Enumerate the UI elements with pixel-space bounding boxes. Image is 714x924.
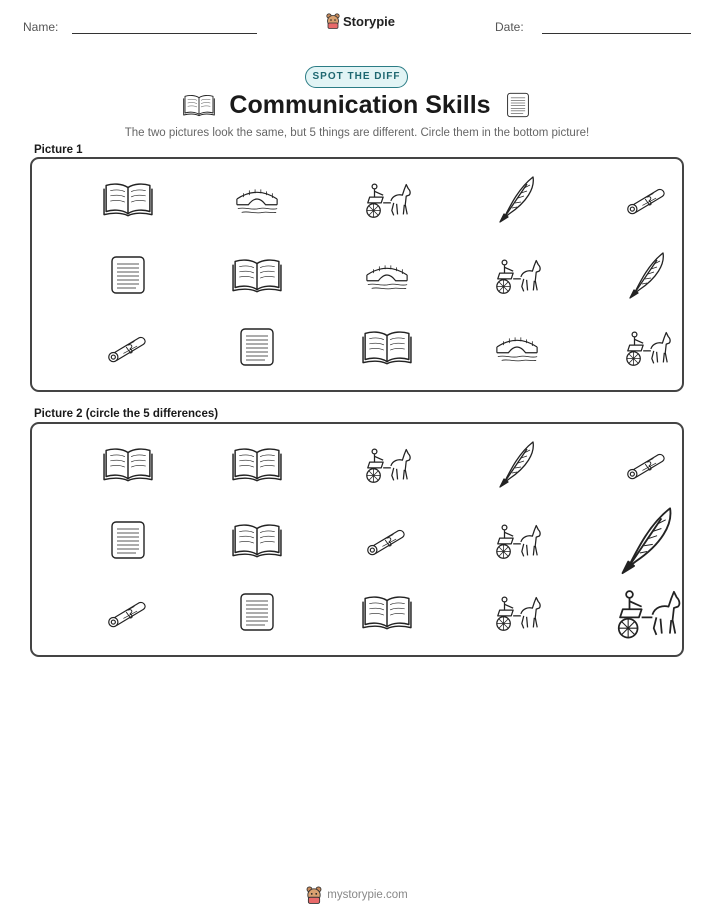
scroll-icon[interactable] — [357, 521, 417, 559]
bridge-icon — [227, 183, 287, 215]
chariot-icon[interactable] — [357, 444, 417, 484]
picture-2-label: Picture 2 (circle the 5 differences) — [34, 408, 219, 420]
quill-icon — [487, 174, 547, 224]
chariot-icon[interactable] — [612, 585, 682, 639]
footer-url[interactable]: mystorypie.com — [327, 889, 408, 901]
scroll-icon — [98, 328, 158, 366]
book-icon — [183, 92, 215, 118]
book-icon — [357, 328, 417, 366]
book-icon[interactable] — [227, 445, 287, 483]
picture-1-label: Picture 1 — [34, 144, 83, 156]
page-title: Communication Skills — [229, 90, 491, 119]
paper-icon — [227, 325, 287, 369]
paper-icon — [98, 253, 158, 297]
scroll-icon[interactable] — [98, 593, 158, 631]
quill-icon — [617, 250, 677, 300]
quill-icon[interactable] — [617, 504, 677, 576]
chariot-icon — [487, 255, 547, 295]
bear-icon — [326, 13, 340, 29]
bear-icon — [306, 886, 322, 904]
scroll-icon — [617, 180, 677, 218]
name-line[interactable] — [72, 33, 257, 34]
date-label: Date: — [495, 20, 524, 34]
chariot-icon — [617, 327, 677, 367]
title-row — [0, 90, 714, 120]
paper-icon — [505, 90, 531, 120]
book-icon — [98, 180, 158, 218]
spot-the-diff-badge: SPOT THE DIFF — [305, 66, 408, 88]
chariot-icon — [357, 179, 417, 219]
book-icon — [227, 256, 287, 294]
scroll-icon[interactable] — [617, 445, 677, 483]
paper-icon[interactable] — [98, 518, 158, 562]
chariot-icon[interactable] — [487, 592, 547, 632]
book-icon[interactable] — [98, 445, 158, 483]
footer — [0, 886, 714, 904]
brand-logo — [326, 13, 395, 29]
name-label: Name: — [23, 20, 59, 34]
instructions: The two pictures look the same, but 5 things are different. Circle them in the bottom picture! — [124, 127, 590, 139]
bridge-icon — [487, 331, 547, 363]
quill-icon[interactable] — [487, 439, 547, 489]
picture-2-panel[interactable] — [30, 422, 684, 657]
picture-1-panel — [30, 157, 684, 392]
paper-icon[interactable] — [227, 590, 287, 634]
chariot-icon[interactable] — [487, 520, 547, 560]
book-icon[interactable] — [357, 593, 417, 631]
book-icon[interactable] — [227, 521, 287, 559]
date-line[interactable] — [542, 33, 691, 34]
bridge-icon — [357, 259, 417, 291]
brand-name: Storypie — [343, 13, 396, 29]
